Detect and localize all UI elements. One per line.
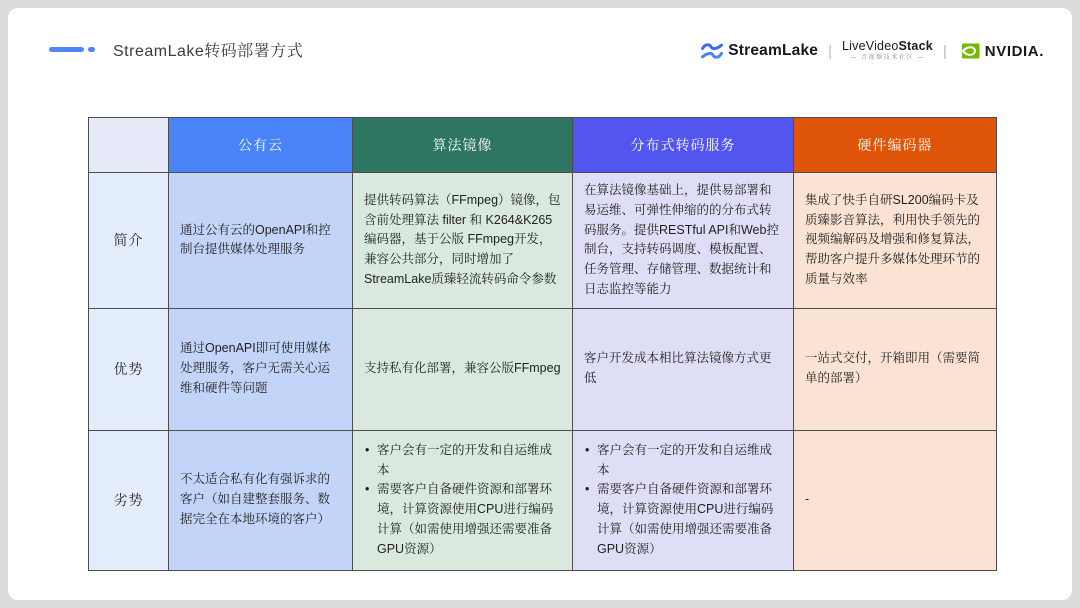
title-dash-decoration: [49, 47, 95, 52]
nvidia-eye-icon: [957, 43, 980, 59]
slide-card: [8, 8, 1072, 600]
column-header-0: 公有云: [169, 118, 353, 173]
table-cell-r0-c3: 集成了快手自研SL200编码卡及质臻影音算法，利用快手领先的视频编解码及增强和修复算法，帮助客户提升多媒体处理环节的质量与效率: [794, 173, 997, 309]
logo-separator: |: [942, 42, 947, 60]
table-cell-r1-c2: 客户开发成本相比算法镜像方式更低: [573, 308, 794, 430]
column-header-2: 分布式转码服务: [573, 118, 794, 173]
streamlake-logo: [701, 42, 818, 60]
table-corner-cell: [89, 118, 169, 173]
table-cell-r1-c3: 一站式交付，开箱即用（需要简单的部署）: [794, 308, 997, 430]
streamlake-icon: [701, 42, 723, 60]
table-cell-r2-c1: [353, 430, 573, 570]
column-header-1: 算法镜像: [353, 118, 573, 173]
livevideostack-logo: [842, 40, 933, 61]
column-header-3: 硬件编码器: [794, 118, 997, 173]
table-header: [89, 118, 997, 173]
table-row: [89, 173, 997, 309]
nvidia-logo: [957, 43, 1044, 60]
comparison-table: [88, 117, 997, 571]
table-cell-r0-c0: 通过公有云的OpenAPI和控制台提供媒体处理服务: [169, 173, 353, 309]
table-cell-r0-c2: 在算法镜像基础上，提供易部署和易运维、可弹性伸缩的的分布式转码服务。提供RESTful API和Web控制台，支持转码调度、模板配置、任务管理、存储管理、数据统计和日志监控等能力: [573, 173, 794, 309]
table-row: [89, 308, 997, 430]
logo-separator: |: [828, 42, 833, 60]
logo-bar: [701, 36, 1044, 66]
table-cell-r2-c2: [573, 430, 794, 570]
bullet-item: • 需要客户自备硬件资源和部署环境，计算资源使用CPU进行编码计算（如需使用增强还需要准备GPU资源）: [584, 480, 782, 559]
table-cell-r2-c3: -: [794, 430, 997, 570]
row-label-2: 劣势: [89, 430, 169, 570]
row-label-0: 简介: [89, 173, 169, 309]
bullet-item: • 客户会有一定的开发和自运维成本: [364, 441, 561, 481]
streamlake-logo-text: StreamLake: [728, 42, 819, 59]
table-cell-r0-c1: 提供转码算法（FFmpeg）镜像，包含前处理算法 filter 和 K264&K265 编码器，基于公版 FFmpeg开发，兼容公共部分，同时增加了StreamLake质臻轻流转码命令参数: [353, 173, 573, 309]
table-cell-r1-c1: 支持私有化部署，兼容公版FFmpeg: [353, 308, 573, 430]
livevideostack-logo-subtitle: — 音视频技术社区 —: [849, 55, 925, 62]
table-row: [89, 430, 997, 570]
livevideostack-logo-text: LiveVideoStack: [842, 39, 933, 54]
table-cell-r2-c0: 不太适合私有化有强诉求的客户（如自建整套服务、数据完全在本地环境的客户）: [169, 430, 353, 570]
table-cell-r1-c0: 通过OpenAPI即可使用媒体处理服务，客户无需关心运维和硬件等问题: [169, 308, 353, 430]
row-label-1: 优势: [89, 308, 169, 430]
table-body: [89, 173, 997, 571]
nvidia-logo-text: NVIDIA.: [984, 42, 1044, 60]
page-title: StreamLake转码部署方式: [113, 43, 304, 60]
bullet-item: • 客户会有一定的开发和自运维成本: [584, 441, 782, 481]
bullet-item: • 需要客户自备硬件资源和部署环境，计算资源使用CPU进行编码计算（如需使用增强还需要准备GPU资源）: [364, 480, 561, 559]
dash-short: [88, 47, 95, 52]
dash-long: [49, 47, 84, 52]
